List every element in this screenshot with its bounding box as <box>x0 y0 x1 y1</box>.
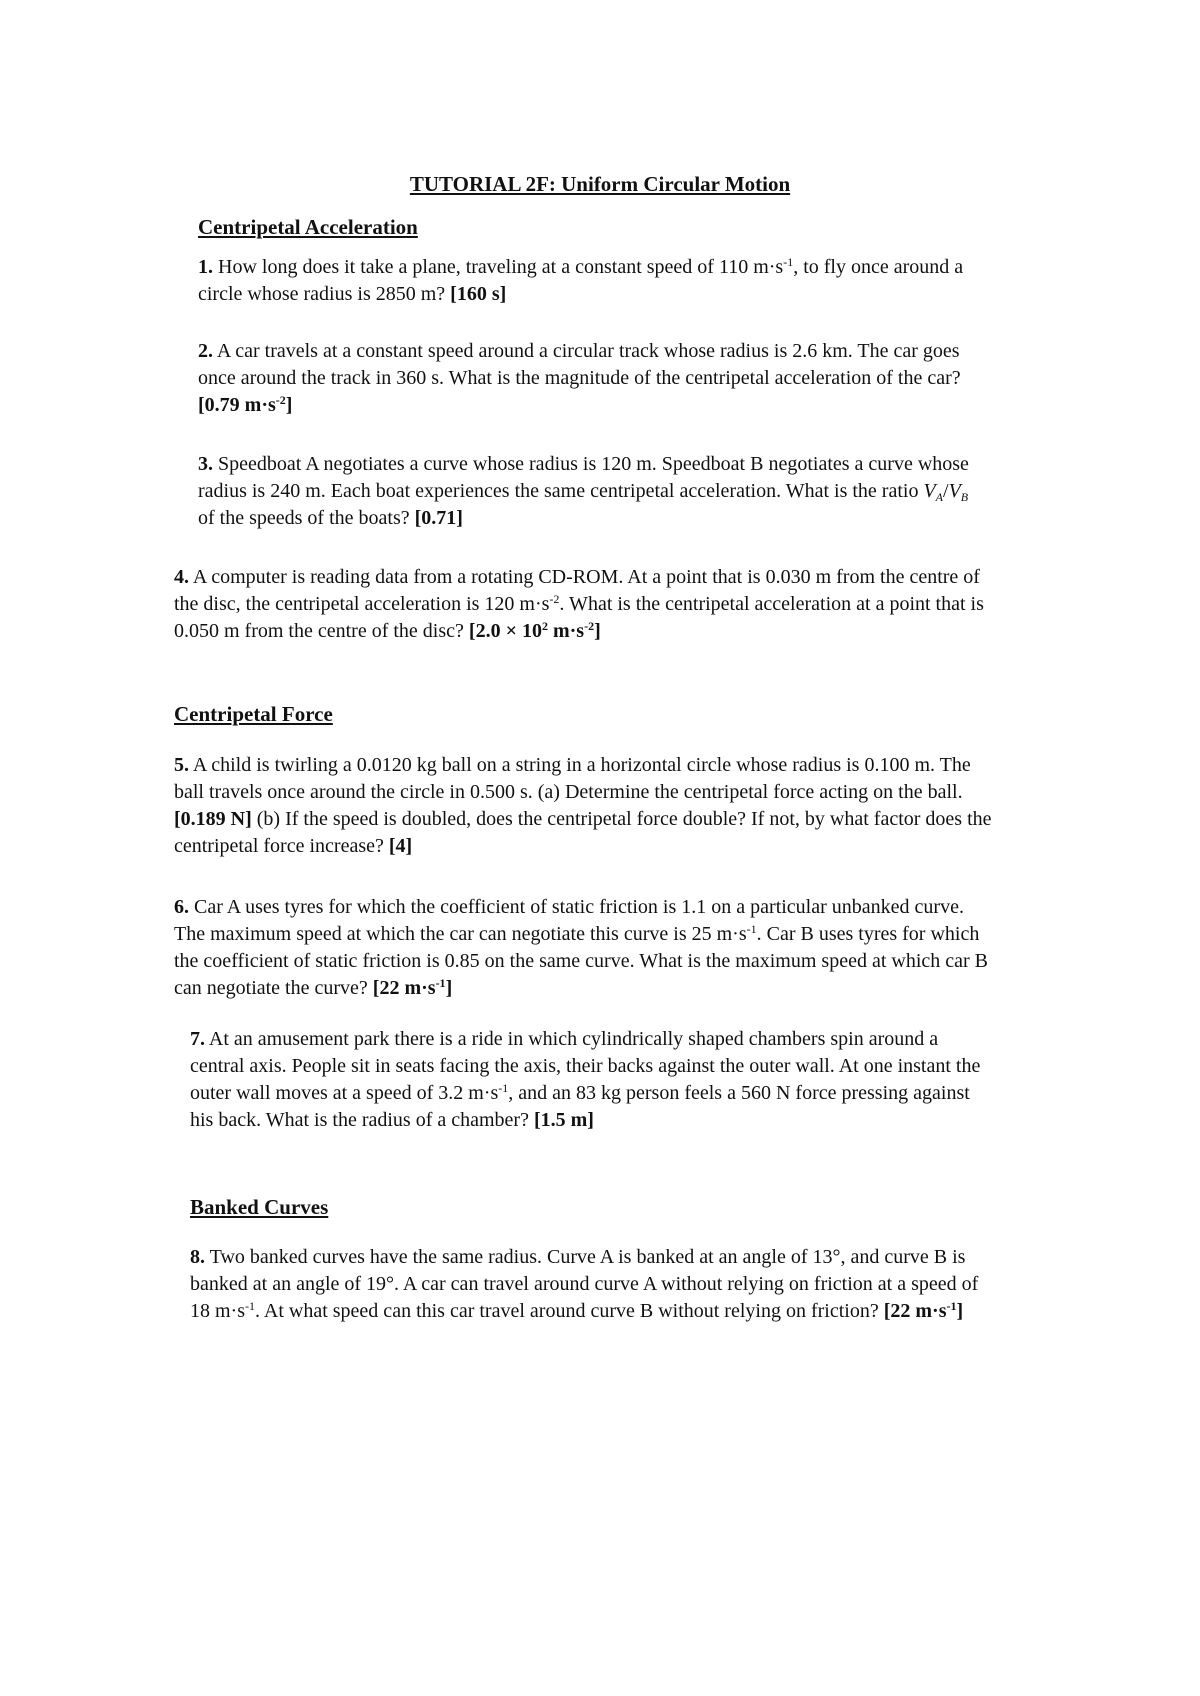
section-heading-centripetal-force: Centripetal Force <box>174 702 333 726</box>
answer: [0.189 N] <box>174 808 252 830</box>
question-number: 7. <box>190 1028 205 1050</box>
question-text: Two banked curves have the same radius. Curve A is banked at an angle of 13°, and curve B is banked at an angle of 19°. A car can travel around curve A without relying on friction at a speed of 18 m·s <box>190 1246 979 1322</box>
section-heading-banked-curves: Banked Curves <box>190 1195 329 1219</box>
question-text: of the speeds of the boats? <box>198 507 415 529</box>
question-1: 1. How long does it take a plane, traveling at a constant speed of 110 $m\cdot s^{-1}$, to fly once around a circle whose radius is 2850 m? [160 s] <box>198 255 964 305</box>
question-text: A child is twirling a 0.0120 kg ball on a string in a horizontal circle whose radius is 0.100 m. The ball travels once around the circle in 0.500 s. (a) Determine the centripetal force acting on the ball. <box>174 754 971 803</box>
question-2 <box>198 338 988 419</box>
question-5 <box>174 752 996 860</box>
question-4: 4. A computer is reading data from a rotating CD-ROM. At a point that is 0.030 m from the centre of the disc, the centripetal acceleration is 120 $m\cdot s^{-2}$. What is the centripetal acceleration at a point that is 0.050 m from the centre of the disc? [$2.0 \times 10^2$ $m\cdot s^{-2}$] <box>174 566 984 642</box>
question-text: , to fly once around a circle whose radius is 2850 m? <box>198 256 964 305</box>
question-number: 8. <box>190 1246 205 1268</box>
question-text: . Car B uses tyres for which the coefficient of static friction is 0.85 on the same curve. What is the maximum speed at which car B can negotiate the curve? <box>174 923 989 999</box>
question-text: How long does it take a plane, traveling at a constant speed of 110 m·s <box>213 256 784 278</box>
question-text: , and an 83 kg person feels a 560 N force pressing against his back. What is the radius of a chamber? <box>190 1082 970 1131</box>
question-text: (b) If the speed is doubled, does the centripetal force double? If not, by what factor does the centripetal force increase? <box>174 808 992 857</box>
answer: [0.79 $m\cdot s^{-2}$] <box>198 393 293 416</box>
answer: [0.71] <box>414 507 463 529</box>
question-text: . At what speed can this car travel around curve B without relying on friction? <box>255 1300 884 1322</box>
question-number: 4. <box>174 566 189 588</box>
question-3: 3. Speedboat A negotiates a curve whose radius is 120 m. Speedboat B negotiates a curve whose radius is 240 m. Each boat experiences the same centripetal acceleration. What is the ratio $V_A/V_B$ of the speeds of the boats? [0.71] <box>198 453 969 529</box>
question-text: At an amusement park there is a ride in which cylindrically shaped chambers spin around a central axis. People sit in seats facing the axis, their backs against the outer wall. At one instant the outer wall moves at a speed of 3.2 m·s <box>190 1028 981 1104</box>
answer: [160 s] <box>450 283 507 305</box>
question-number: 1. <box>198 256 213 278</box>
question-number: 3. <box>198 453 213 475</box>
answer: [22 $m\cdot s^{-1}$] <box>883 1299 964 1322</box>
question-number: 5. <box>174 754 189 776</box>
question-number: 6. <box>174 896 189 918</box>
question-text: Speedboat A negotiates a curve whose radius is 120 m. Speedboat B negotiates a curve whose radius is 240 m. Each boat experiences the same centripetal acceleration. What is the ratio <box>198 453 969 502</box>
question-6: 6. Car A uses tyres for which the coefficient of static friction is 1.1 on a particular unbanked curve. The maximum speed at which the car can negotiate this curve is 25 $m\cdot s^{-1}$. Car B uses tyres for which the coefficient of static friction is 0.85 on the same curve. What is the maximum speed at which car B can negotiate the curve? [22 $m\cdot s^{-1}$] <box>174 896 989 999</box>
answer: [1.5 m] <box>533 1109 594 1131</box>
section-heading-centripetal-acceleration: Centripetal Acceleration <box>198 215 418 239</box>
question-text: A car travels at a constant speed around a circular track whose radius is 2.6 km. The car goes once around the track in 360 s. What is the magnitude of the centripetal acceleration of the car? <box>198 340 961 389</box>
page-title: TUTORIAL 2F: Uniform Circular Motion <box>409 172 791 196</box>
question-number: 2. <box>198 340 213 362</box>
question-8: 8. Two banked curves have the same radius. Curve A is banked at an angle of 13°, and curve B is banked at an angle of 19°. A car can travel around curve A without relying on friction at a speed of 18 $m\cdot s^{-1}$. At what speed can this car travel around curve B without relying on friction? [22 $m\cdot s^{-1}$] <box>190 1246 979 1322</box>
question-7: 7. At an amusement park there is a ride in which cylindrically shaped chambers spin around a central axis. People sit in seats facing the axis, their backs against the outer wall. At one instant the outer wall moves at a speed of 3.2 $m\cdot s^{-1}$, and an 83 kg person feels a 560 N force pressing against his back. What is the radius of a chamber? [1.5 m] <box>190 1028 981 1131</box>
answer: [4] <box>388 835 413 857</box>
answer: [$2.0 \times 10^2$ $m\cdot s^{-2}$] <box>468 619 601 642</box>
question-text: A computer is reading data from a rotating CD-ROM. At a point that is 0.030 m from the centre of the disc, the centripetal acceleration is 120 m·s <box>174 566 980 615</box>
question-text: . What is the centripetal acceleration at a point that is 0.050 m from the centre of the disc? <box>174 593 984 642</box>
answer: [22 $m\cdot s^{-1}$] <box>372 976 453 999</box>
question-text: Car A uses tyres for which the coefficient of static friction is 1.1 on a particular unbanked curve. The maximum speed at which the car can negotiate this curve is 25 m·s <box>174 896 964 945</box>
